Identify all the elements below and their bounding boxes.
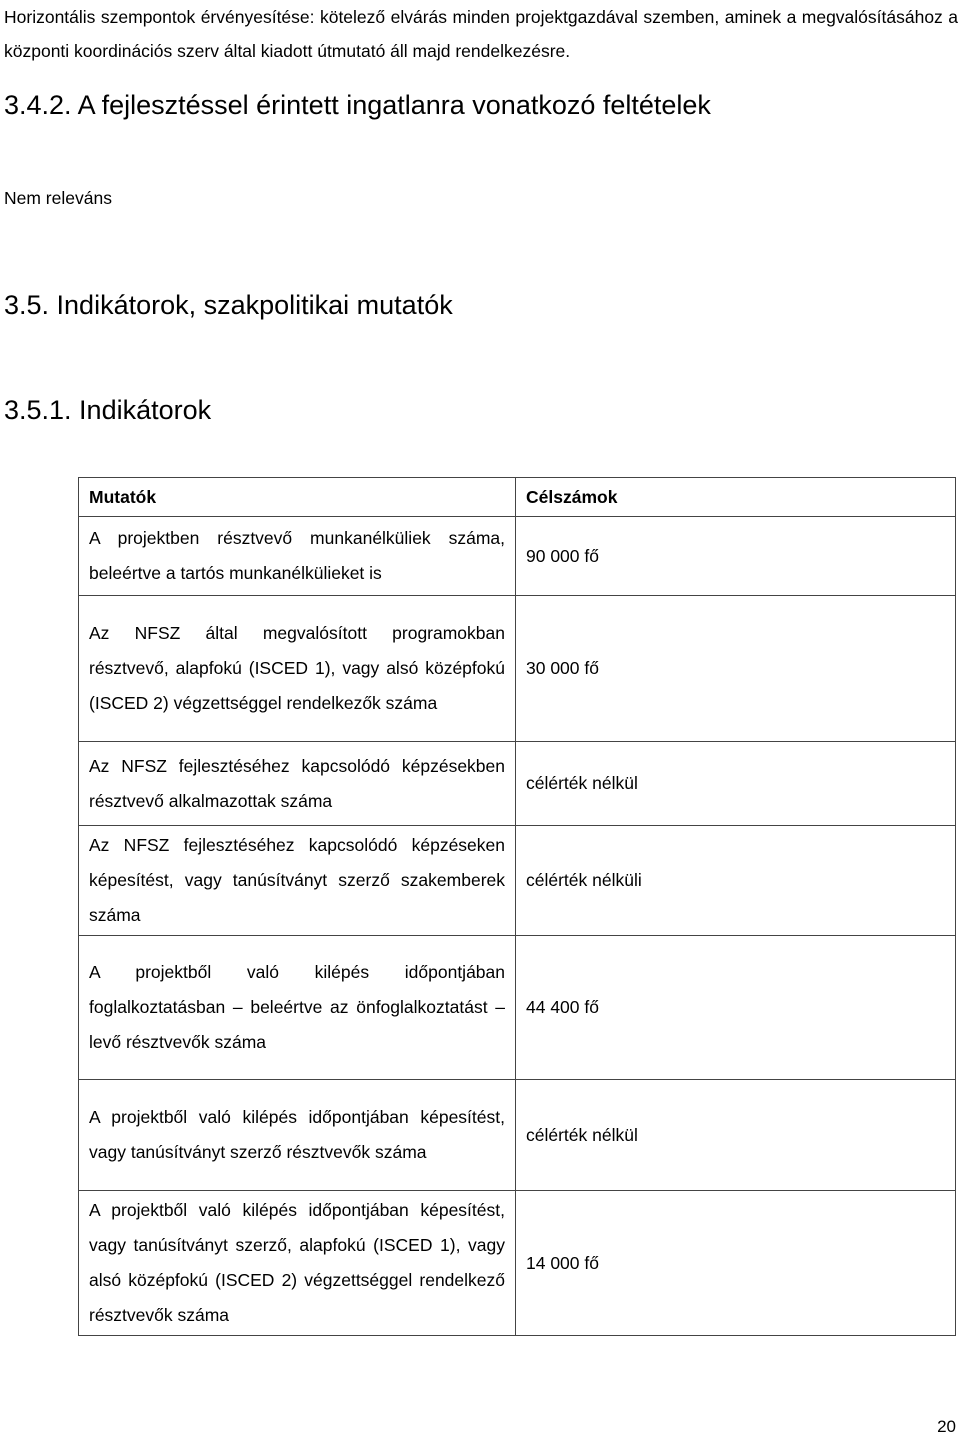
column-header-targets: Célszámok bbox=[516, 478, 956, 517]
table-row bbox=[79, 1191, 956, 1336]
table-row bbox=[79, 596, 956, 742]
target-cell: 14 000 fő bbox=[516, 1191, 956, 1336]
page-number: 20 bbox=[937, 1417, 956, 1436]
section-3-5-1-heading: 3.5.1. Indikátorok bbox=[4, 395, 212, 425]
table-row bbox=[79, 517, 956, 596]
table-row bbox=[79, 742, 956, 826]
target-cell: célérték nélküli bbox=[516, 826, 956, 936]
section-3-5-heading: 3.5. Indikátorok, szakpolitikai mutatók bbox=[4, 290, 453, 320]
column-header-indicators: Mutatók bbox=[79, 478, 516, 517]
target-cell: célérték nélkül bbox=[516, 742, 956, 826]
indicator-cell: A projektből való kilépés időpontjában képesítést, vagy tanúsítványt szerző résztvevők száma bbox=[79, 1080, 516, 1191]
section-3-4-2-heading: 3.4.2. A fejlesztéssel érintett ingatlanra vonatkozó feltételek bbox=[4, 90, 711, 120]
table-row bbox=[79, 826, 956, 936]
target-cell: 90 000 fő bbox=[516, 517, 956, 596]
indicator-cell: A projektből való kilépés időpontjában képesítést, vagy tanúsítványt szerző, alapfokú (ISCED 1), vagy alsó középfokú (ISCED 2) végzettséggel rendelkező résztvevők száma bbox=[79, 1191, 516, 1336]
indicator-cell: Az NFSZ által megvalósított programokban résztvevő, alapfokú (ISCED 1), vagy alsó középfokú (ISCED 2) végzettséggel rendelkezők száma bbox=[79, 596, 516, 742]
intro-paragraph: Horizontális szempontok érvényesítése: kötelező elvárás minden projektgazdával szemben, aminek a megvalósításához a központi koordinációs szerv által kiadott útmutató áll majd rendelkezésre. bbox=[4, 7, 958, 61]
indicator-cell: A projektből való kilépés időpontjában foglalkoztatásban – beleértve az önfoglalkoztatást – levő résztvevők száma bbox=[79, 936, 516, 1080]
indicator-cell: Az NFSZ fejlesztéséhez kapcsolódó képzésekben résztvevő alkalmazottak száma bbox=[79, 742, 516, 826]
table-row bbox=[79, 1080, 956, 1191]
indicator-cell: A projektben résztvevő munkanélküliek száma, beleértve a tartós munkanélkülieket is bbox=[79, 517, 516, 596]
indicator-cell: Az NFSZ fejlesztéséhez kapcsolódó képzéseken képesítést, vagy tanúsítványt szerző szakemberek száma bbox=[79, 826, 516, 936]
target-cell: 44 400 fő bbox=[516, 936, 956, 1080]
target-cell: célérték nélkül bbox=[516, 1080, 956, 1191]
section-3-4-2-body: Nem releváns bbox=[4, 188, 112, 208]
indicators-table bbox=[78, 477, 956, 1336]
target-cell: 30 000 fő bbox=[516, 596, 956, 742]
table-header-row bbox=[79, 478, 956, 517]
table-row bbox=[79, 936, 956, 1080]
